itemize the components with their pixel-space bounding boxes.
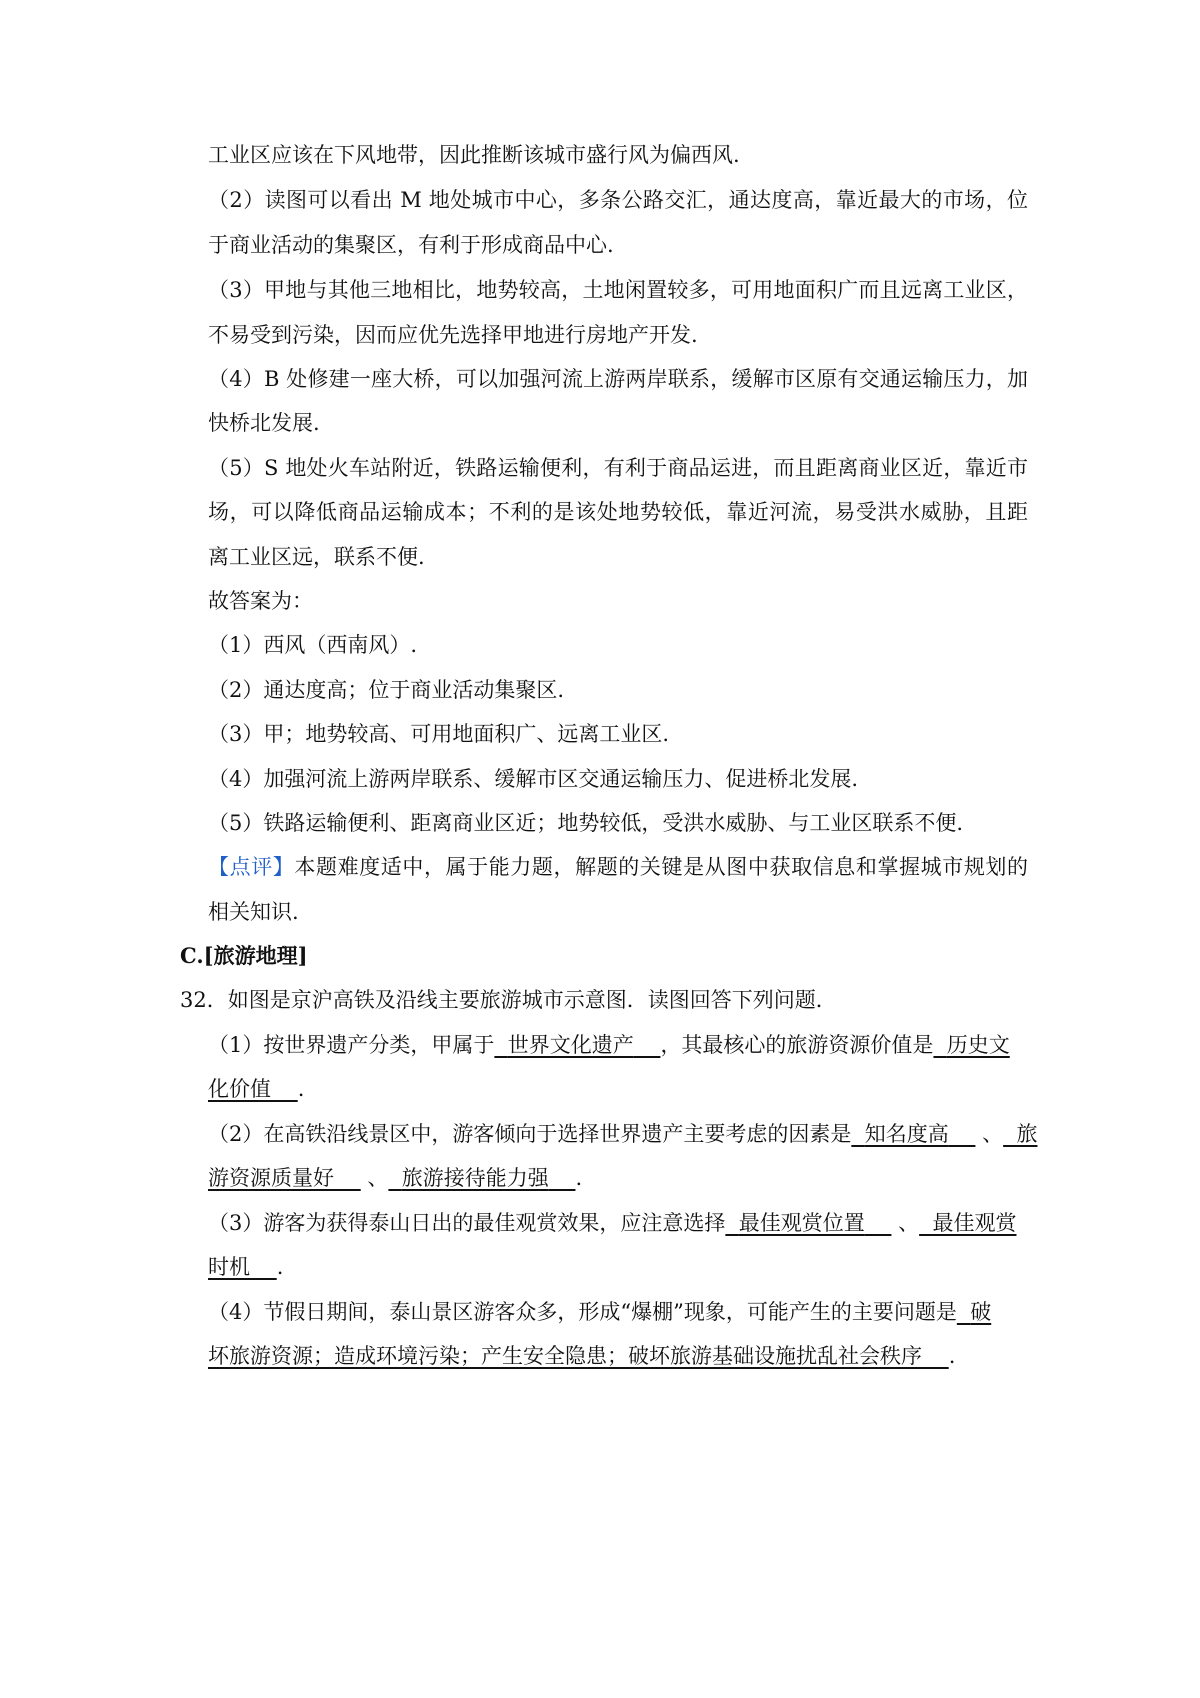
q32-sub2-text: （2）在高铁沿线景区中，游客倾向于选择世界遗产主要考虑的因素是 [208, 1122, 852, 1146]
analysis-p5-line2: 场，可以降低商品运输成本；不利的是该处地势较低，靠近河流，易受洪水威胁，且距 [208, 500, 1028, 524]
q32-sub1-line2: 化价值 . [208, 1077, 305, 1101]
q32-sub4-text: （4）节假日期间，泰山景区游客众多，形成“爆棚”现象，可能产生的主要问题是 [208, 1300, 957, 1324]
q32-sub1-answer2: 历史文 [946, 1033, 1010, 1057]
comment-line1 [208, 852, 1028, 882]
q32-sub4-line1 [208, 1297, 1028, 1327]
analysis-p5-line1: （5）S 地处火车站附近，铁路运输便利，有利于商品运进，而且距离商业区近，靠近市 [208, 456, 1028, 480]
question-32-stem: 32．如图是京沪高铁及沿线主要旅游城市示意图．读图回答下列问题． [180, 988, 837, 1012]
answer-1: （1）西风（西南风）. [208, 633, 418, 657]
analysis-p3-line1: （3）甲地与其他三地相比，地势较高，土地闲置较多，可用地面积广而且远离工业区， [208, 278, 1028, 302]
q32-sub4-line2: 坏旅游资源；造成环境污染；产生安全隐患；破坏旅游基础设施扰乱社会秩序 . [208, 1344, 956, 1368]
q32-sub1-mid: ，其最核心的旅游资源价值是 [660, 1033, 934, 1057]
comment-line2: 相关知识. [208, 900, 299, 924]
q32-sub2-answer2-cont: 游资源质量好 [208, 1166, 334, 1190]
q32-sub3-line1: （3）游客为获得泰山日出的最佳观赏效果，应注意选择 最佳观赏位置 、 最佳观赏 [208, 1211, 1017, 1235]
q32-sub2-line2: 游资源质量好 、 旅游接待能力强 . [208, 1166, 583, 1190]
q32-sub4-answer: 破 [970, 1300, 992, 1324]
analysis-p4-line1: （4）B 处修建一座大桥，可以加强河流上游两岸联系，缓解市区原有交通运输压力，加 [208, 367, 1028, 391]
q32-sub3-answer2-cont: 时机 [208, 1255, 250, 1279]
answer-2: （2）通达度高；位于商业活动集聚区. [208, 678, 565, 702]
analysis-p3-line2: 不易受到污染，因而应优先选择甲地进行房地产开发. [208, 323, 698, 347]
analysis-p2-line1: （2）读图可以看出 M 地处城市中心，多条公路交汇，通达度高，靠近最大的市场，位 [208, 188, 1028, 212]
analysis-line: 工业区应该在下风地带，因此推断该城市盛行风为偏西风. [208, 143, 740, 167]
comment-text: 本题难度适中，属于能力题，解题的关键是从图中获取信息和掌握城市规划的 [294, 855, 1029, 879]
q32-sub2-answer3: 旅游接待能力强 [401, 1166, 549, 1190]
q32-sub2-answer2: 旅 [1016, 1122, 1038, 1146]
analysis-p2-line2: 于商业活动的集聚区，有利于形成商品中心. [208, 233, 614, 257]
q32-sub1-line1 [208, 1030, 1028, 1060]
q32-sub2-answer1: 知名度高 [864, 1122, 949, 1146]
q32-sub3-answer2: 最佳观赏 [932, 1211, 1017, 1235]
answer-5: （5）铁路运输便利、距离商业区近；地势较低，受洪水威胁、与工业区联系不便. [208, 811, 964, 835]
answer-intro: 故答案为： [208, 589, 313, 613]
answer-4: （4）加强河流上游两岸联系、缓解市区交通运输压力、促进桥北发展. [208, 767, 859, 791]
q32-sub1-answer2-cont: 化价值 [208, 1077, 271, 1101]
analysis-p4-line2: 快桥北发展. [208, 411, 320, 435]
analysis-p5-line3: 离工业区远，联系不便. [208, 545, 425, 569]
q32-sub1-text: （1）按世界遗产分类，甲属于 [208, 1033, 495, 1057]
q32-sub4-answer-cont: 坏旅游资源；造成环境污染；产生安全隐患；破坏旅游基础设施扰乱社会秩序 [208, 1344, 922, 1368]
q32-sub1-answer1: 世界文化遗产 [507, 1033, 634, 1057]
answer-3: （3）甲；地势较高、可用地面积广、远离工业区. [208, 722, 670, 746]
section-title: C.[旅游地理] [180, 943, 308, 968]
q32-sub2-line1: （2）在高铁沿线景区中，游客倾向于选择世界遗产主要考虑的因素是 知名度高 、 旅 [208, 1122, 1038, 1146]
q32-sub3-answer1: 最佳观赏位置 [738, 1211, 865, 1235]
comment-tag: 【点评】 [208, 855, 295, 879]
q32-sub3-line2: 时机 . [208, 1255, 284, 1279]
q32-sub3-text: （3）游客为获得泰山日出的最佳观赏效果，应注意选择 [208, 1211, 726, 1235]
